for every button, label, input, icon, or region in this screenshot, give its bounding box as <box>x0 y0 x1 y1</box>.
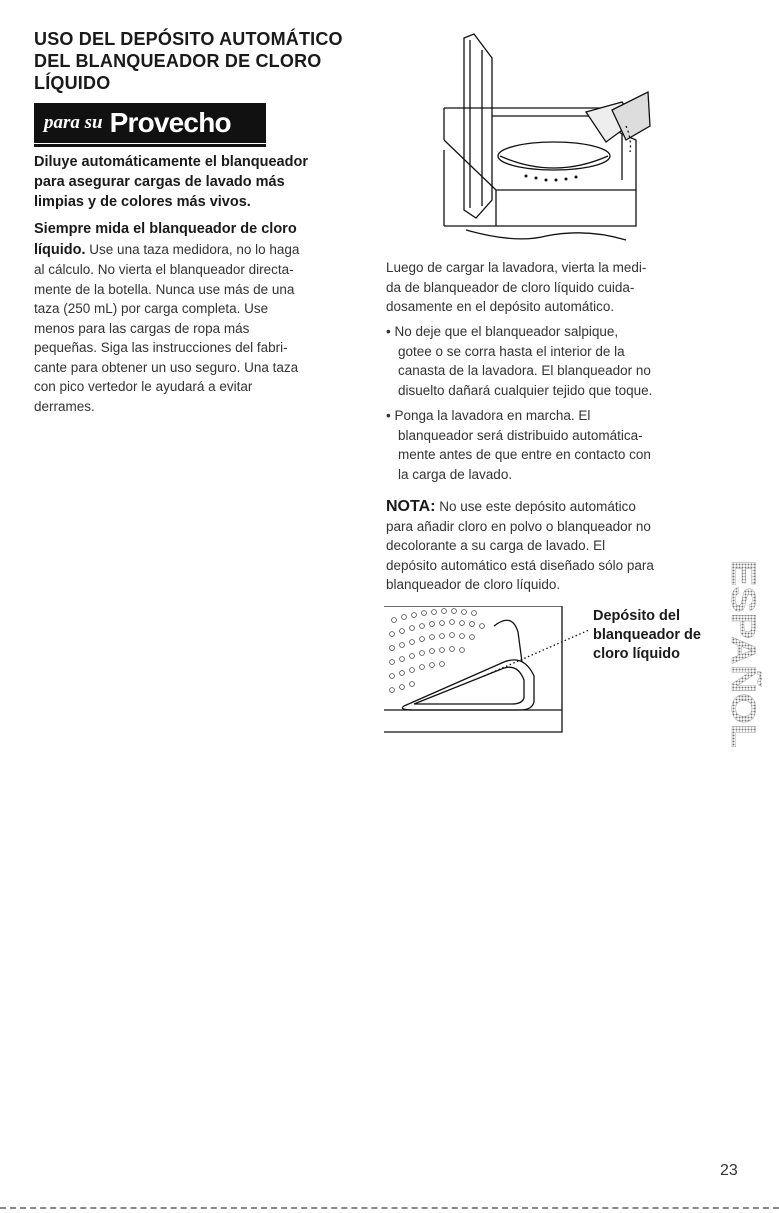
text-line: decolorante a su carga de lavado. El <box>386 538 606 553</box>
title-line: LÍQUIDO <box>34 73 111 93</box>
text-line: blanqueador será distribuido automática- <box>398 427 643 443</box>
section-title <box>34 28 354 94</box>
text-line: disuelto dañará cualquier tejido que toque. <box>398 382 653 398</box>
dispenser-caption <box>593 607 723 664</box>
text-line: dosamente en el depósito automático. <box>386 299 615 314</box>
text-line: No use este depósito automático <box>435 499 636 514</box>
measure-line: mente de la botella. Nunca use más de una <box>34 281 295 297</box>
measure-line: cante para obtener un uso seguro. Una taza <box>34 359 299 375</box>
lead-paragraph <box>34 152 364 212</box>
measure-bold: líquido. <box>34 241 86 258</box>
dispenser-detail-illustration <box>384 606 604 734</box>
caption-line: Depósito del <box>593 608 681 624</box>
instructions-paragraph <box>386 258 708 317</box>
lead-line: Diluye automáticamente el blanqueador <box>34 154 308 170</box>
caption-line: cloro líquido <box>593 646 680 662</box>
badge-underline <box>34 144 266 147</box>
text-line: gotee o se corra hasta el interior de la <box>398 343 625 359</box>
text-line: mente antes de que entre en contacto con <box>398 447 651 462</box>
title-line: USO DEL DEPÓSITO AUTOMÁTICO <box>34 29 343 49</box>
text-line: • No deje que el blanqueador salpique, <box>386 324 619 339</box>
page-number: 23 <box>720 1162 738 1179</box>
side-word: ESPAÑOL <box>724 560 762 722</box>
measure-bold: Siempre mida el blanqueador de cloro <box>34 221 297 237</box>
bullet-item <box>386 406 708 484</box>
measure-line: menos para las cargas de ropa más <box>34 320 250 336</box>
bullet-item <box>386 322 708 400</box>
title-line: DEL BLANQUEADOR DE CLORO <box>34 51 322 71</box>
measure-line: pequeñas. Siga las instrucciones del fabri- <box>34 340 288 355</box>
para-su-provecho-badge <box>34 103 266 143</box>
measure-paragraph <box>34 219 354 416</box>
text-line: para añadir cloro en polvo o blanqueador no <box>386 518 651 534</box>
caption-line: blanqueador de <box>593 627 701 643</box>
bottom-rule <box>0 1207 779 1211</box>
badge-prefix: para su <box>44 112 103 133</box>
language-side-tab <box>722 560 762 750</box>
washer-illustration <box>436 30 658 252</box>
measure-line: derrames. <box>34 398 95 414</box>
text-line: Luego de cargar la lavadora, vierta la medi- <box>386 260 647 275</box>
measure-line: Use una taza medidora, no lo haga <box>85 241 300 257</box>
text-line: da de blanqueador de cloro líquido cuida- <box>386 279 635 295</box>
badge-main: Provecho <box>109 107 231 138</box>
text-line: canasta de la lavadora. El blanqueador no <box>398 363 651 378</box>
measure-line: al cálculo. No vierta el blanqueador directa- <box>34 262 294 277</box>
text-line: la carga de lavado. <box>398 466 513 482</box>
text-line: • Ponga la lavadora en marcha. El <box>386 408 591 423</box>
lead-line: limpias y de colores más vivos. <box>34 194 251 210</box>
lead-line: para asegurar cargas de lavado más <box>34 174 285 190</box>
nota-label: NOTA: <box>386 498 436 515</box>
measure-line: con pico vertedor le ayudará a evitar <box>34 379 253 394</box>
nota-paragraph <box>386 497 708 595</box>
measure-line: taza (250 mL) por carga completa. Use <box>34 301 269 316</box>
text-line: depósito automático está diseñado sólo para <box>386 557 654 573</box>
text-line: blanqueador de cloro líquido. <box>386 577 561 592</box>
